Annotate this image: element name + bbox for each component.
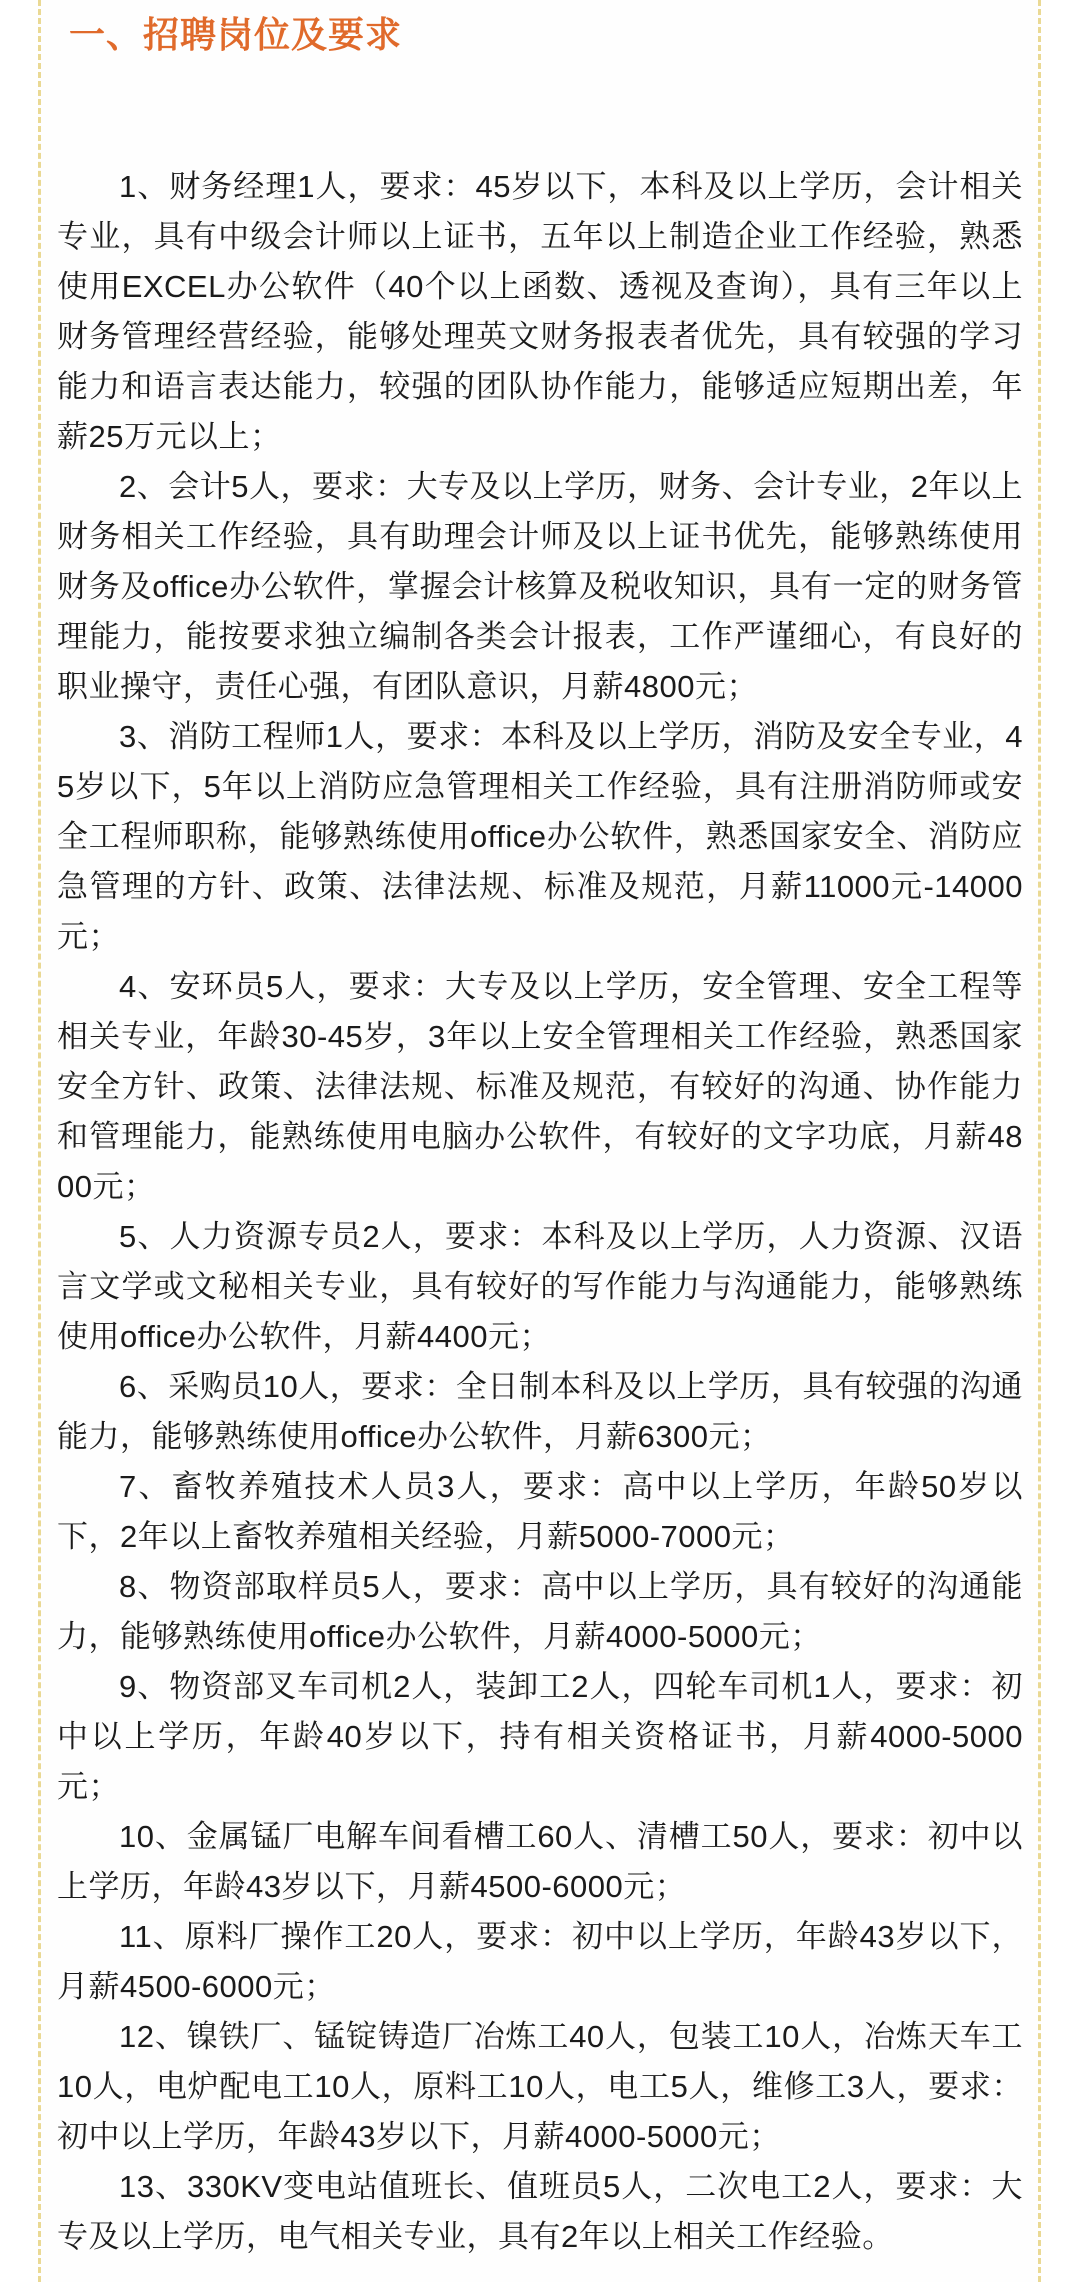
job-paragraph-fire-engineer: 3、消防工程师1人，要求：本科及以上学历，消防及安全专业，45岁以下，5年以上消防应急管理相关工作经验，具有注册消防师或安全工程师职称，能够熟练使用office办公软件，熟悉国家安全、消防应急管理的方针、政策、法律法规、标准及规范，月薪11000元-14000元；: [57, 719, 1023, 954]
job-paragraph-smelting-worker: 12、镍铁厂、锰锭铸造厂冶炼工40人，包装工10人，冶炼天车工10人，电炉配电工10人，原料工10人，电工5人，维修工3人，要求：初中以上学历，年龄43岁以下，月薪4000-5000元；: [57, 2019, 1023, 2154]
job-paragraph-forklift-driver: 9、物资部叉车司机2人，装卸工2人，四轮车司机1人，要求：初中以上学历，年龄40岁以下，持有相关资格证书，月薪4000-5000元；: [57, 1669, 1023, 1804]
job-paragraph-substation-staff: 13、330KV变电站值班长、值班员5人，二次电工2人，要求：大专及以上学历，电气相关专业，具有2年以上相关工作经验。: [57, 2169, 1023, 2254]
job-paragraph-sampler: 8、物资部取样员5人，要求：高中以上学历，具有较好的沟通能力，能够熟练使用office办公软件，月薪4000-5000元；: [57, 1569, 1023, 1654]
job-paragraph-accountant: 2、会计5人，要求：大专及以上学历，财务、会计专业，2年以上财务相关工作经验，具有助理会计师及以上证书优先，能够熟练使用财务及office办公软件，掌握会计核算及税收知识，具有一定的财务管理能力，能按要求独立编制各类会计报表，工作严谨细心，有良好的职业操守，责任心强，有团队意识，月薪4800元；: [57, 469, 1023, 704]
job-paragraph-raw-material-operator: 11、原料厂操作工20人，要求：初中以上学历，年龄43岁以下，月薪4500-6000元；: [57, 1919, 1023, 2004]
section-title: 一、招聘岗位及要求: [69, 14, 403, 55]
job-paragraph-hr-specialist: 5、人力资源专员2人，要求：本科及以上学历，人力资源、汉语言文学或文秘相关专业，具有较好的写作能力与沟通能力，能够熟练使用office办公软件，月薪4400元；: [57, 1219, 1023, 1354]
job-paragraph-finance-manager: 1、财务经理1人，要求：45岁以下，本科及以上学历，会计相关专业，具有中级会计师以上证书，五年以上制造企业工作经验，熟悉使用EXCEL办公软件（40个以上函数、透视及查询），具有三年以上财务管理经营经验，能够处理英文财务报表者优先，具有较强的学习能力和语言表达能力，较强的团队协作能力，能够适应短期出差，年薪25万元以上；: [57, 169, 1023, 454]
job-paragraph-livestock-tech: 7、畜牧养殖技术人员3人，要求：高中以上学历，年龄50岁以下，2年以上畜牧养殖相关经验，月薪5000-7000元；: [57, 1469, 1023, 1554]
article-frame: [38, 0, 1041, 2282]
job-paragraph-electrolysis-worker: 10、金属锰厂电解车间看槽工60人、清槽工50人，要求：初中以上学历，年龄43岁以下，月薪4500-6000元；: [57, 1819, 1023, 1904]
job-paragraph-purchaser: 6、采购员10人，要求：全日制本科及以上学历，具有较强的沟通能力，能够熟练使用office办公软件，月薪6300元；: [57, 1369, 1023, 1454]
job-paragraph-safety-officer: 4、安环员5人，要求：大专及以上学历，安全管理、安全工程等相关专业，年龄30-45岁，3年以上安全管理相关工作经验，熟悉国家安全方针、政策、法律法规、标准及规范，有较好的沟通、协作能力和管理能力，能熟练使用电脑办公软件，有较好的文字功底，月薪4800元；: [57, 969, 1023, 1204]
